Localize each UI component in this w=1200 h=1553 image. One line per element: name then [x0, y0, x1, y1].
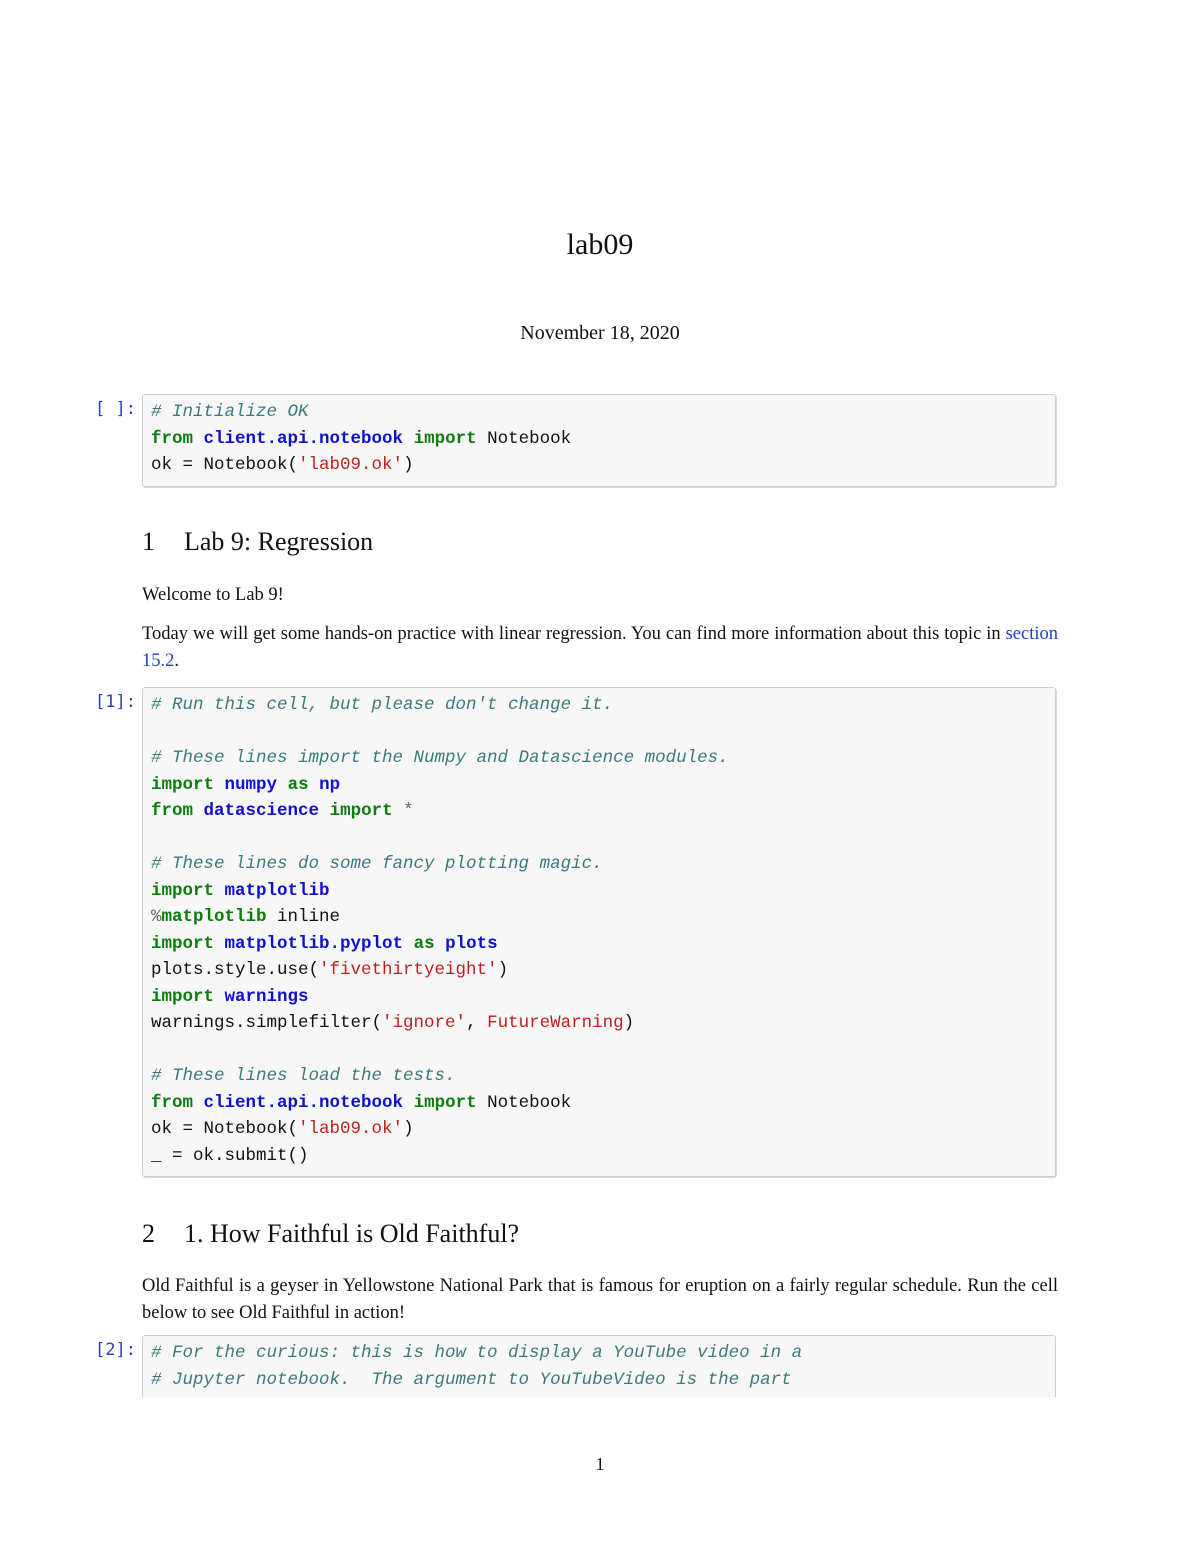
- code-line: [151, 1367, 1055, 1394]
- code-token: %: [151, 907, 162, 927]
- code-token: # Jupyter notebook. The argument to YouTubeVideo is the part: [151, 1369, 792, 1390]
- code-token: [214, 881, 225, 901]
- code-token: [403, 934, 414, 954]
- code-token: FutureWarning: [487, 1013, 624, 1033]
- code-token: ): [403, 455, 414, 475]
- code-token: # These lines import the Numpy and Datascience modules.: [151, 748, 729, 768]
- code-token: Notebook: [476, 1092, 572, 1113]
- section-number: 1: [142, 527, 155, 556]
- code-line: [151, 399, 1055, 426]
- intro-text: Today we will get some hands-on practice with linear regression. You can find more information about this topic in: [142, 624, 1006, 644]
- intro-paragraph: [142, 621, 1058, 675]
- cell-prompt: [2]:: [95, 1340, 136, 1360]
- code-line: [151, 745, 1055, 772]
- code-token: import: [151, 986, 215, 1007]
- code-token: ): [623, 1013, 635, 1033]
- code-line: [151, 984, 1055, 1011]
- section-heading-2: [142, 1219, 519, 1249]
- code-token: [214, 934, 225, 954]
- document-title: lab09: [566, 228, 634, 261]
- code-token: [403, 1093, 414, 1113]
- code-token: ): [403, 1119, 414, 1139]
- section-heading-1: [142, 527, 373, 557]
- code-token: [309, 775, 320, 795]
- code-token: matplotlib.pyplot: [224, 933, 404, 954]
- code-line: [151, 719, 1055, 746]
- cell-prompt: [1]:: [95, 692, 136, 712]
- code-line: [151, 1143, 1055, 1170]
- old-faithful-paragraph: Old Faithful is a geyser in Yellowstone National Park that is famous for eruption on a fairly regular schedule. Run the cell below to see Old Faithful in action!: [142, 1276, 1058, 1323]
- code-token: client.api.notebook: [203, 428, 404, 449]
- code-cell-youtube[interactable]: [142, 1335, 1056, 1397]
- section-number: 2: [142, 1219, 155, 1248]
- code-line: [151, 1340, 1055, 1367]
- code-token: inline: [266, 907, 341, 927]
- code-token: # Initialize OK: [151, 402, 309, 422]
- cell-prompt: [ ]:: [95, 399, 136, 419]
- code-token: 'lab09.ok': [298, 1119, 404, 1139]
- code-line: [151, 798, 1055, 825]
- section-title: 1. How Faithful is Old Faithful?: [184, 1219, 520, 1248]
- code-line: [151, 1010, 1055, 1037]
- code-line: [151, 904, 1055, 931]
- code-token: 'ignore': [382, 1013, 467, 1033]
- code-token: as: [287, 774, 309, 795]
- code-token: import: [413, 428, 477, 449]
- code-line: [151, 426, 1055, 453]
- code-line: [151, 931, 1055, 958]
- code-token: ok = Notebook(: [151, 455, 299, 475]
- code-token: from: [151, 428, 194, 449]
- code-token: [193, 801, 204, 821]
- code-cell-setup[interactable]: [142, 687, 1056, 1177]
- code-token: datascience: [203, 801, 320, 821]
- code-line: [151, 1037, 1055, 1064]
- code-token: client.api.notebook: [203, 1092, 404, 1113]
- document-date: November 18, 2020: [520, 322, 680, 344]
- code-token: warnings.simplefilter(: [151, 1013, 383, 1033]
- code-token: [193, 1093, 204, 1113]
- code-token: matplotlib: [224, 880, 330, 901]
- code-cell-init-ok[interactable]: [142, 394, 1056, 487]
- code-token: ok = Notebook(: [151, 1119, 299, 1139]
- code-token: from: [151, 801, 194, 821]
- code-token: np: [319, 774, 341, 795]
- code-token: import: [329, 801, 393, 821]
- code-token: import: [413, 1092, 477, 1113]
- intro-text-end: .: [174, 651, 179, 671]
- code-line: [151, 851, 1055, 878]
- code-token: [393, 801, 404, 821]
- code-token: import: [151, 933, 215, 954]
- code-line: [151, 452, 1055, 479]
- code-token: *: [403, 801, 414, 821]
- code-token: # For the curious: this is how to display a YouTube video in a: [151, 1343, 803, 1363]
- code-token: [435, 934, 446, 954]
- section-15-2-link[interactable]: section 15.2: [142, 624, 1058, 671]
- code-token: ,: [466, 1013, 488, 1033]
- code-line: [151, 825, 1055, 852]
- code-token: # These lines do some fancy plotting magic.: [151, 854, 603, 874]
- code-line: [151, 1063, 1055, 1090]
- code-token: [214, 987, 225, 1007]
- code-line: [151, 1116, 1055, 1143]
- code-token: [403, 429, 414, 449]
- code-line: [151, 878, 1055, 905]
- code-token: from: [151, 1092, 194, 1113]
- code-token: [193, 429, 204, 449]
- code-token: warnings: [224, 986, 309, 1007]
- code-token: # These lines load the tests.: [151, 1066, 456, 1086]
- code-token: Notebook: [476, 428, 572, 449]
- page-number: 1: [595, 1454, 605, 1474]
- code-token: ): [497, 960, 509, 980]
- code-token: _ = ok.submit(): [151, 1145, 309, 1166]
- section-title: Lab 9: Regression: [184, 527, 374, 556]
- code-token: numpy: [224, 774, 278, 795]
- code-token: as: [413, 933, 435, 954]
- code-token: 'fivethirtyeight': [319, 960, 498, 980]
- code-token: [319, 801, 330, 821]
- code-token: 'lab09.ok': [298, 455, 404, 475]
- code-line: [151, 692, 1055, 719]
- code-token: import: [151, 774, 215, 795]
- welcome-paragraph: Welcome to Lab 9!: [142, 585, 284, 605]
- code-token: matplotlib: [161, 907, 267, 927]
- code-token: plots.style.use(: [151, 960, 320, 980]
- code-token: import: [151, 880, 215, 901]
- code-line: [151, 957, 1055, 984]
- code-token: # Run this cell, but please don't change it.: [151, 695, 614, 715]
- code-line: [151, 772, 1055, 799]
- code-token: [277, 775, 288, 795]
- code-line: [151, 1090, 1055, 1117]
- code-token: [214, 775, 225, 795]
- code-token: plots: [445, 933, 498, 954]
